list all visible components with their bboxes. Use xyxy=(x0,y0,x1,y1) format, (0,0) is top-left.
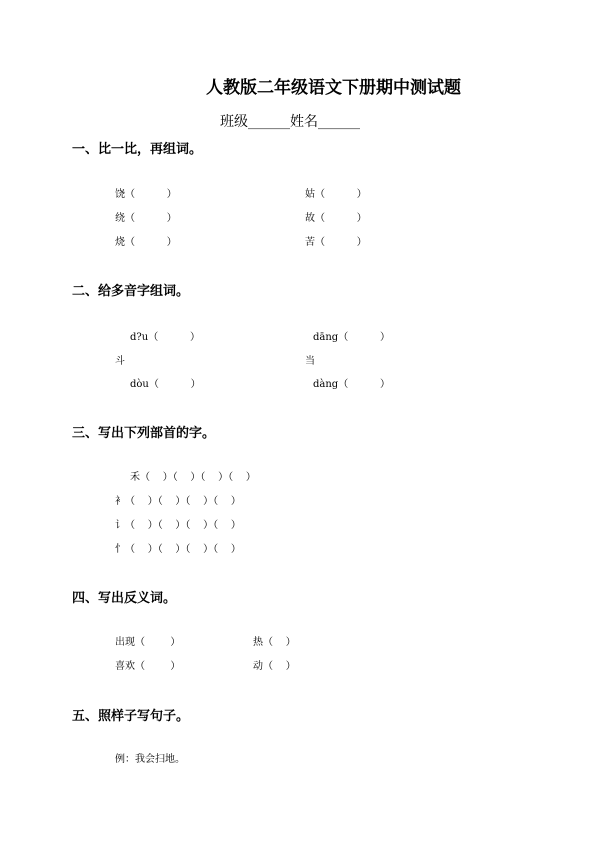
section-2-pinyin-2-right: dàng（ ） xyxy=(313,379,390,390)
section-3-heading: 三、写出下列部首的字。 xyxy=(72,426,216,441)
section-3-radical-row-1: 禾（ ）（ ）（ ）（ ） xyxy=(130,472,256,483)
section-1-row-2-right: 故（ ） xyxy=(305,213,367,224)
section-2-heading: 二、给多音字组词。 xyxy=(72,284,190,299)
section-2-pinyin-1-right: dāng（ ） xyxy=(313,332,390,343)
section-2-pinyin-1-left: d?u（ ） xyxy=(130,332,200,343)
section-4-row-1-right: 热（ ） xyxy=(253,637,296,648)
section-3-radical-row-4: 忄（ ）（ ）（ ）（ ） xyxy=(115,544,241,555)
section-5-heading: 五、照样子写句子。 xyxy=(72,709,190,724)
section-2-char-left: 斗 xyxy=(115,356,125,367)
section-3-radical-row-3: 讠（ ）（ ）（ ）（ ） xyxy=(115,520,241,531)
section-1-row-1-left: 饶（ ） xyxy=(115,189,177,200)
section-4-row-2-right: 动（ ） xyxy=(253,661,296,672)
section-2-char-right: 当 xyxy=(305,356,315,367)
section-2-pinyin-2-left: dòu（ ） xyxy=(130,379,201,390)
section-1-heading: 一、比一比，再组词。 xyxy=(72,142,203,157)
section-1-row-3-right: 苦（ ） xyxy=(305,237,367,248)
section-3-radical-row-2: 衤（ ）（ ）（ ）（ ） xyxy=(115,496,241,507)
document-title: 人教版二年级语文下册期中测试题 xyxy=(206,78,461,98)
section-4-row-2-left: 喜欢（ ） xyxy=(115,661,181,672)
class-name-line: 班级______姓名______ xyxy=(220,114,360,130)
section-5-example: 例：我会扫地。 xyxy=(115,754,185,765)
section-1-row-1-right: 姑（ ） xyxy=(305,189,367,200)
section-1-row-2-left: 绕（ ） xyxy=(115,213,177,224)
section-4-row-1-left: 出现（ ） xyxy=(115,637,181,648)
section-4-heading: 四、写出反义词。 xyxy=(72,591,177,606)
section-1-row-3-left: 烧（ ） xyxy=(115,237,177,248)
